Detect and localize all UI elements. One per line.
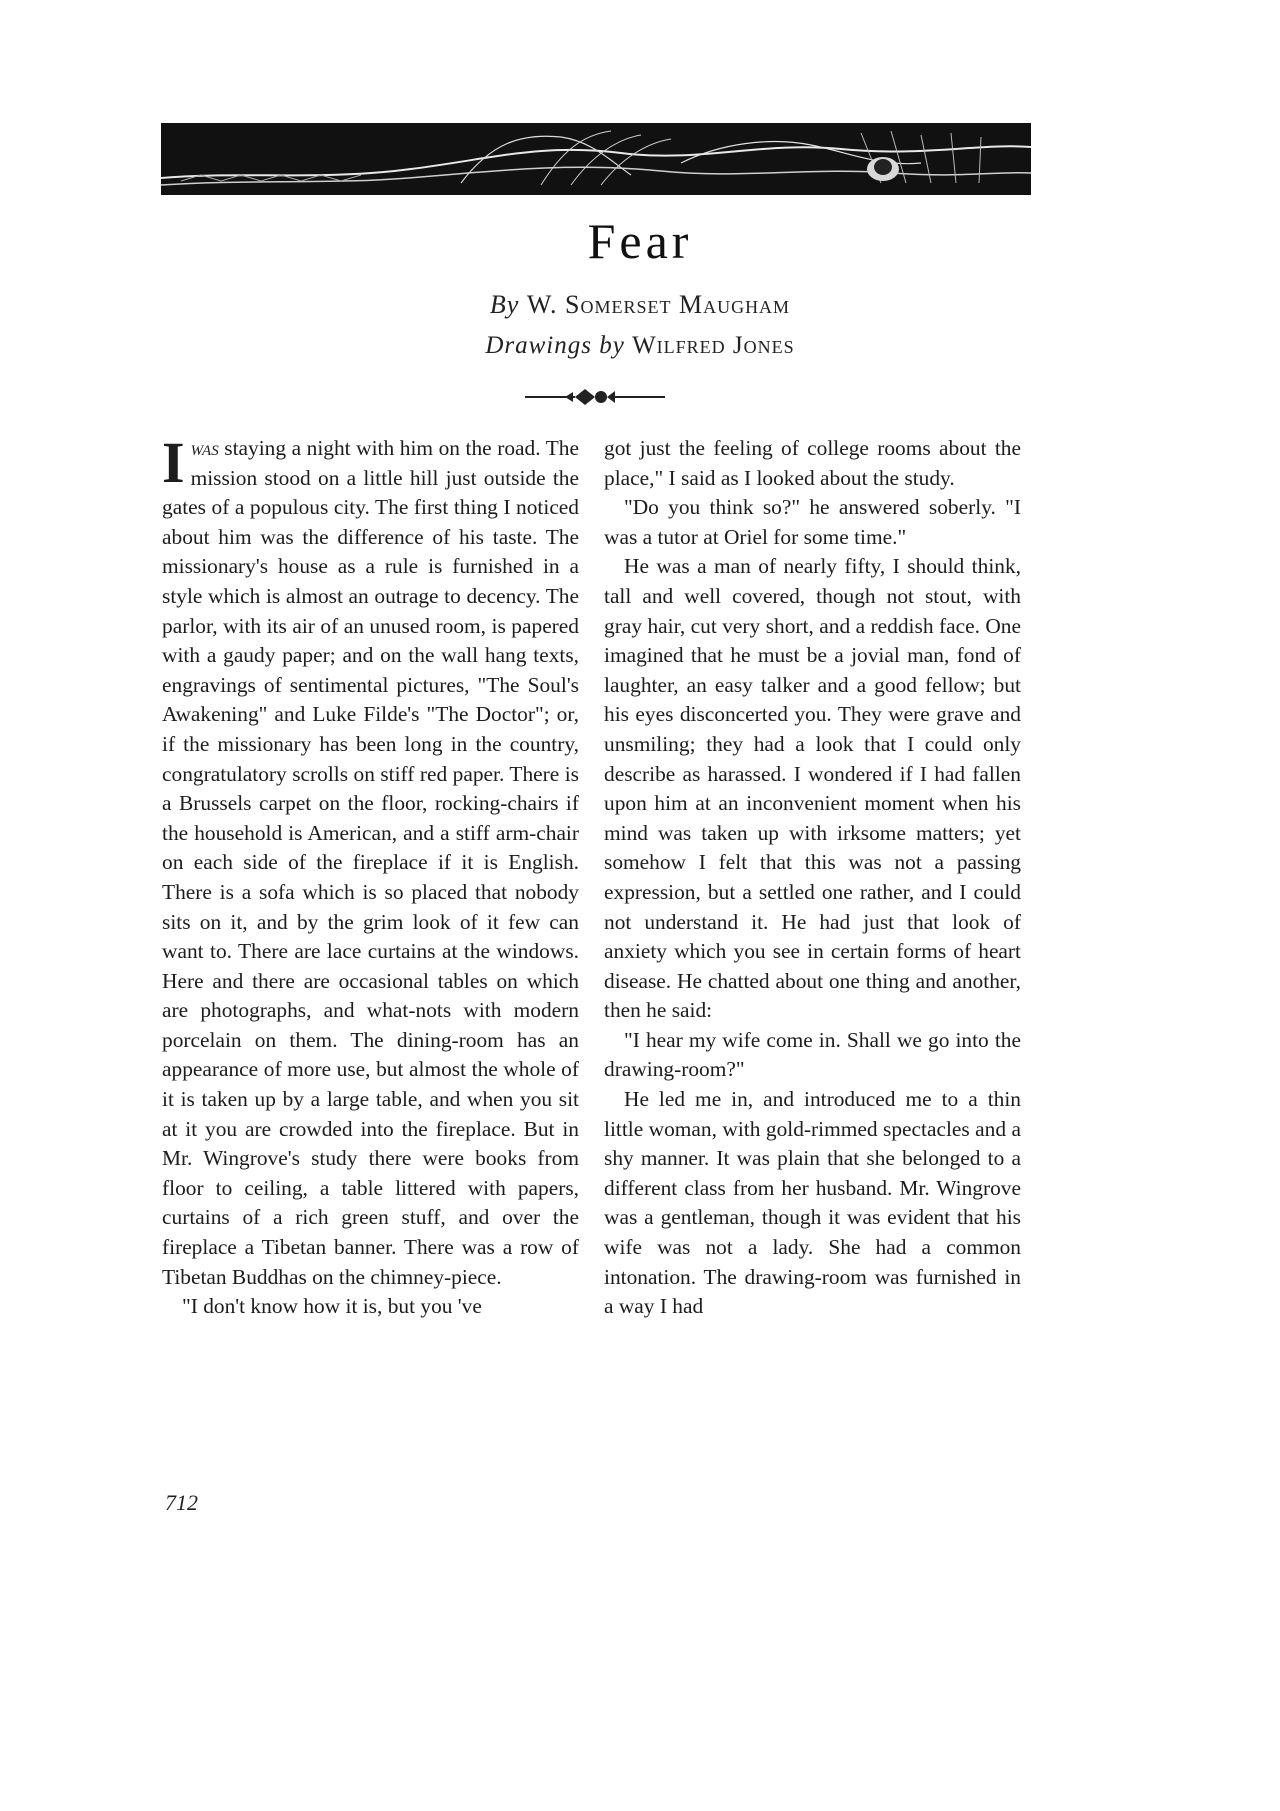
lead-small-caps: was <box>190 436 219 460</box>
article-title: Fear <box>587 213 693 269</box>
byline <box>0 290 1280 320</box>
banner-engraving-icon <box>161 123 1031 195</box>
paragraph-text: staying a night with him on the road. The mission stood on a little hill just outside the gates of a populous city. The first thing I noticed about him was the difference of his taste. The missionary's house as a rule is furnished in a style which is almost an outrage to decency. The parlor, with its air of an unused room, is papered with a gaudy paper; and on the wall hang texts, engravings of sentimental pictures, "The Soul's Awakening" and Luke Filde's "The Doctor"; or, if the missionary has been long in the country, congratulatory scrolls on stiff red paper. There is a Brussels carpet on the floor, rocking-chairs if the household is American, and a stiff arm-chair on each side of the fireplace if it is English. There is a sofa which is so placed that nobody sits on it, and by the grim look of it few can want to. There are lace curtains at the windows. Here and there are occasional tables on which are photographs, and what-nots with modern porcelain on them. The dining-room has an appearance of more use, but almost the whole of it is taken up by a large table, and when you sit at it you are crowded into the fireplace. But in Mr. Wingrove's study there were books from floor to ceiling, a table littered with papers, curtains of a rich green stuff, and over the fireplace a Tibetan banner. There was a row of Tibetan Buddhas on the chimney-piece. <box>162 436 579 1289</box>
page-number: 712 <box>165 1490 198 1515</box>
drop-cap: I <box>162 430 185 495</box>
byline-prefix: By <box>489 290 520 319</box>
paragraph: "Do you think so?" he answered soberly. "I was a tutor at Oriel for some time." <box>604 495 1021 549</box>
paragraph: "I hear my wife come in. Shall we go into the drawing-room?" <box>604 1027 1021 1082</box>
ornament-divider-icon <box>525 382 665 412</box>
illustrator-name: Wilfred Jones <box>632 332 795 359</box>
right-column <box>604 434 1021 1322</box>
paragraph: He was a man of nearly fifty, I should think, tall and well covered, though not stout, with gray hair, cut very short, and a reddish face. One imagined that he must be a jovial man, fond of laughter, an easy talker and a good fellow; but his eyes disconcerted you. They were grave and unsmiling; they had a look that I could only describe as harassed. I wondered if I had fallen upon him at an inconvenient moment when his mind was taken up with irksome matters; yet somehow I felt that this was not a passing expression, but a settled one rather, and I could not understand it. He had just that look of anxiety which you see in certain forms of heart disease. He chatted about one thing and another, then he said: <box>604 554 1021 1023</box>
drawings-prefix: Drawings by <box>485 332 625 359</box>
paragraph: got just the feeling of college rooms about the place," I said as I looked about the study. <box>604 436 1021 490</box>
illustrator-credit <box>0 332 1280 360</box>
decorative-banner <box>161 123 1031 195</box>
author-name: W. Somerset Maugham <box>526 290 791 319</box>
paragraph <box>162 430 579 1292</box>
paragraph: "I don't know how it is, but you 've <box>182 1294 482 1319</box>
left-column <box>162 430 579 1322</box>
paragraph: He led me in, and introduced me to a thin little woman, with gold-rimmed spectacles and a shy manner. It was plain that she belonged to a different class from her husband. Mr. Wingrove was a gentleman, though it was evident that his wife was not a lady. She had a common intonation. The drawing-room was furnished in a way I had <box>604 1087 1021 1319</box>
